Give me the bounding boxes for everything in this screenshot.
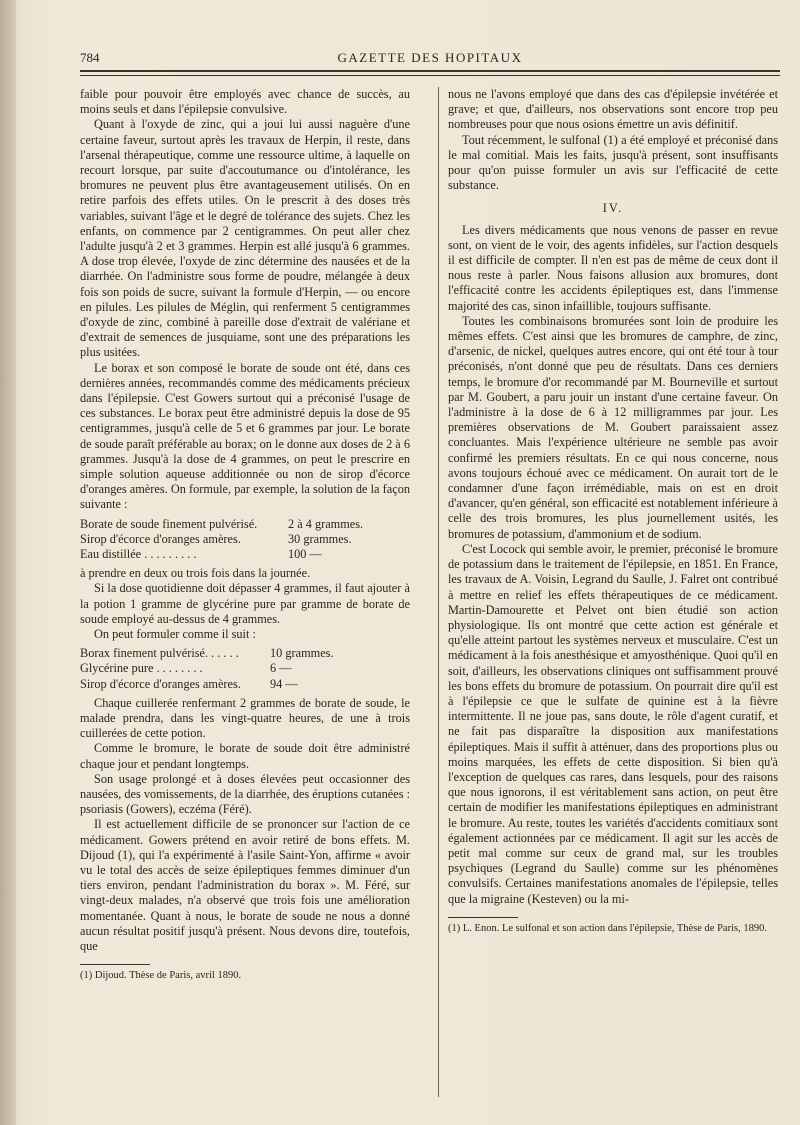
paragraph: Il est actuellement difficile de se prononcer sur l'action de ce médicament. Gowers prétend en avoir retiré de bons effets. M. Dijoud (1), qui l'a expérimenté à l'asile Saint-Yon, affirme « avoir vu le total des accès de seize épileptiques femmes diminuer d'un tiers environ, pendant l'administration du borax ». M. Féré, sur vingt-deux malades, n'a observé que trois fois une amélioration momentanée. Quant à nous, le borate de soude ne nous a donné aucun résultat positif jusqu'à présent. Nous devons dire, toutefois, que (80, 817, 410, 954)
header-rule (80, 70, 780, 72)
header-rule-thin (80, 75, 780, 76)
paragraph: Comme le bromure, le borate de soude doit être administré chaque jour et pendant longtemps. (80, 741, 410, 771)
paragraph: On peut formuler comme il suit : (94, 627, 256, 642)
ingredient-amount: 100 — (288, 547, 322, 562)
footnote-rule (80, 964, 150, 965)
column-separator (438, 87, 439, 1097)
ingredient-amount: 30 grammes. (288, 531, 352, 546)
paragraph: Chaque cuillerée renfermant 2 grammes de borate de soude, le malade prendra, dans les vingt-quatre heures, de une à trois cuillerées de cette potion. (80, 695, 410, 741)
formula-potion (80, 646, 410, 692)
left-column (80, 87, 410, 982)
formula-line (80, 646, 410, 661)
paragraph: faible pour pouvoir être employés avec chance de succès, au moins seuls et dans l'épilepsie convulsive. (80, 87, 410, 117)
formula-line (80, 517, 410, 532)
paragraph-oxyde-de-zinc: Quant à l'oxyde de zinc, qui a joui lui aussi naguère d'une certaine faveur, surtout après les travaux de Herpin, il reste, dans l'arsenal thérapeutique, comme une ressource ultime, à laquelle on recourt lorsque, par suite d'accoutumance ou d'intolérance, les bromures ne peuvent plus être avantageusement utilisés. On en retire parfois des effets utiles. On le prescrit à des doses très variables, suivant l'âge et le degré de tolérance des sujets. Chez les enfants, on commence par 2 centigrammes. On peut aller chez l'adulte jusqu'à 2 et 3 grammes. Herpin est allé jusqu'à 6 grammes. A dose trop élevée, l'oxyde de zinc détermine des nausées et de la diarrhée. On l'administre sous forme de poudre, mélangée à deux fois son poids de sucre, suivant la formule d'Herpin, — ou encore en pilules. Les pilules de Méglin, qui renferment 5 centigrammes d'oxyde de zinc, combiné à pareille dose d'extrait de valériane et d'extrait de semences de jusquiame, sont une des préparations les plus usitées. (80, 117, 410, 360)
right-column (448, 87, 778, 935)
paragraph: à prendre en deux ou trois fois dans la journée. (80, 566, 311, 581)
footnote: (1) L. Enon. Le sulfonal et son action dans l'épilepsie, Thèse de Paris, 1890. (448, 922, 767, 934)
page-header (80, 48, 780, 68)
formula-line (80, 677, 410, 692)
footnote-rule (448, 917, 518, 918)
formula-line (80, 661, 410, 676)
paragraph: Son usage prolongé et à doses élevées peut occasionner des nausées, des vomissements, de la diarrhée, des éruptions cutanées : psoriasis (Gowers), eczéma (Féré). (80, 771, 410, 817)
ingredient-name: Glycérine pure . . . . . . . . (80, 661, 203, 676)
formula-line (80, 532, 410, 547)
running-title: GAZETTE DES HOPITAUX (337, 50, 523, 65)
formula-line (80, 547, 410, 562)
footnote: (1) Dijoud. Thèse de Paris, avril 1890. (80, 970, 242, 982)
ingredient-amount: 94 — (270, 676, 298, 691)
formula-solution (80, 517, 410, 563)
paragraph: Si la dose quotidienne doit dépasser 4 grammes, il faut ajouter à la potion 1 gramme de glycérine pure par gramme de borate de soude employé au-dessus de 4 grammes. (80, 581, 410, 626)
paragraph-borax: Le borax et son composé le borate de soude ont été, dans ces dernières années, recommandés comme des médicaments précieux dans l'épilepsie. C'est Gowers surtout qui a préconisé l'usage de ces substances. Le borax peut être administré depuis la dose de 95 centigrammes, jusqu'à celle de 5 et 6 grammes par jour. Le borate de soude paraît préférable au borax; on le donne aux doses de 2 à 6 grammes. Jusqu'à la dose de 4 grammes, on peut le prescrire en simple solution aqueuse additionnée ou non de sirop d'écorce d'oranges amères. On formule, par exemple, la solution de la façon suivante : (80, 360, 410, 512)
paragraph-combinaisons: Toutes les combinaisons bromurées sont loin de produire les mêmes effets. C'est ainsi que les bromures de camphre, de zinc, d'arsenic, de nickel, quelques autres encore, qui ont été tour à tour préconisés, n'ont donné que peu de résultats. Dans ces derniers temps, le bromure d'or recommandé par M. Bourneville et surtout par M. Goubert, a paru jouir un instant d'une certaine faveur. On l'administre à la dose de 6 à 12 milligrammes par jour. Les premières observations de M. Goubert paraissaient assez concluantes. Mais l'expérience ultérieure ne semble pas avoir confirmé les premiers résultats. En ce qui nous concerne, nous avons toujours échoué avec ce médicament. On aurait tort de le condamner d'une façon irrémédiable, mais on est en droit d'avancer, qu'en général, son efficacité est notablement inférieure à celle des trois bromures, les plus journellement usités, les bromures de potassium, d'ammonium et de sodium. (448, 313, 778, 541)
ingredient-name: Sirop d'écorce d'oranges amères. (80, 676, 241, 691)
paragraph-bromures: Les divers médicaments que nous venons de passer en revue sont, on vient de le voir, des agents infidèles, sur l'action desquels il est difficile de compter. Il n'en est pas de même de ceux dont il nous reste à parler. Nous faisons allusion aux bromures, dont l'efficacité contre les accidents épileptiques est, dans l'immense majorité des cas, sinon infaillible, toujours suffisante. (448, 222, 778, 313)
section-heading: IV. (602, 201, 624, 216)
ingredient-name: Sirop d'écorce d'oranges amères. (80, 531, 241, 546)
page-number: 784 (80, 50, 100, 65)
ingredient-amount: 10 grammes. (270, 646, 334, 661)
ingredient-name: Borax finement pulvérisé. . . . . . (80, 646, 239, 661)
ingredient-name: Borate de soude finement pulvérisé. (80, 516, 258, 531)
ingredient-amount: 6 — (270, 661, 292, 676)
ingredient-name: Eau distillée . . . . . . . . . (80, 547, 197, 562)
paragraph: nous ne l'avons employé que dans des cas d'épilepsie invétérée et grave; et que, d'ailleurs, nos observations sont encore trop peu nombreuses pour que nous osions émettre un avis définitif. (448, 87, 778, 132)
ingredient-amount: 2 à 4 grammes. (288, 516, 364, 531)
paragraph-sulfonal: Tout récemment, le sulfonal (1) a été employé et préconisé dans le mal comitial. Mais les faits, jusqu'à présent, sont insuffisants pour qu'on puisse formuler un avis sur l'efficacité de cette substance. (448, 132, 778, 193)
paragraph-locock: C'est Locock qui semble avoir, le premier, préconisé le bromure de potassium dans le traitement de l'épilepsie, en 1851. En France, les travaux de A. Voisin, Legrand du Saulle, J. Falret ont contribué à mettre en relief les effets thérapeutiques de ce médicament. Martin-Damourette et Pelvet ont bien étudié son action physiologique. Ils ont montré que cette action est générale et qu'elle atteint partout les systèmes nerveux et musculaire. C'est un médicament à la fois anesthésique et amyosthénique. Quoi qu'il en soit, d'ailleurs, les observations cliniques ont suffisamment prouvé les bons effets du bromure de potassium. On pourrait dire qu'il est à l'épilepsie ce que le sulfate de quinine est à la fièvre intermittente. Il ne joue pas, sans doute, le rôle d'agent curatif, et ne fait pas disparaître la disposition aux manifestations épileptiques. Mais il suffit à atténuer, dans des proportions plus ou moins marquées, les effets de cette disposition. Si bien qu'à l'exception de quelques cas rares, dans lesquels, pour des raisons que nous ignorons, il est véritablement sans action, on peut être certain de modifier les manifestations épileptiques en administrant le bromure. Au reste, toutes les variétés d'accidents comitiaux sont également actionnées par ce médicament. Il agit sur les accès de petit mal comme sur ceux de grand mal, sur les troubles psychiques (Legrand du Saulle) comme sur les phénomènes convulsifs. Certaines manifestations anomales de l'épilepsie, telles que la migraine (Kesteven) ou la mi- (448, 541, 778, 906)
book-spine-edge (0, 0, 16, 1125)
